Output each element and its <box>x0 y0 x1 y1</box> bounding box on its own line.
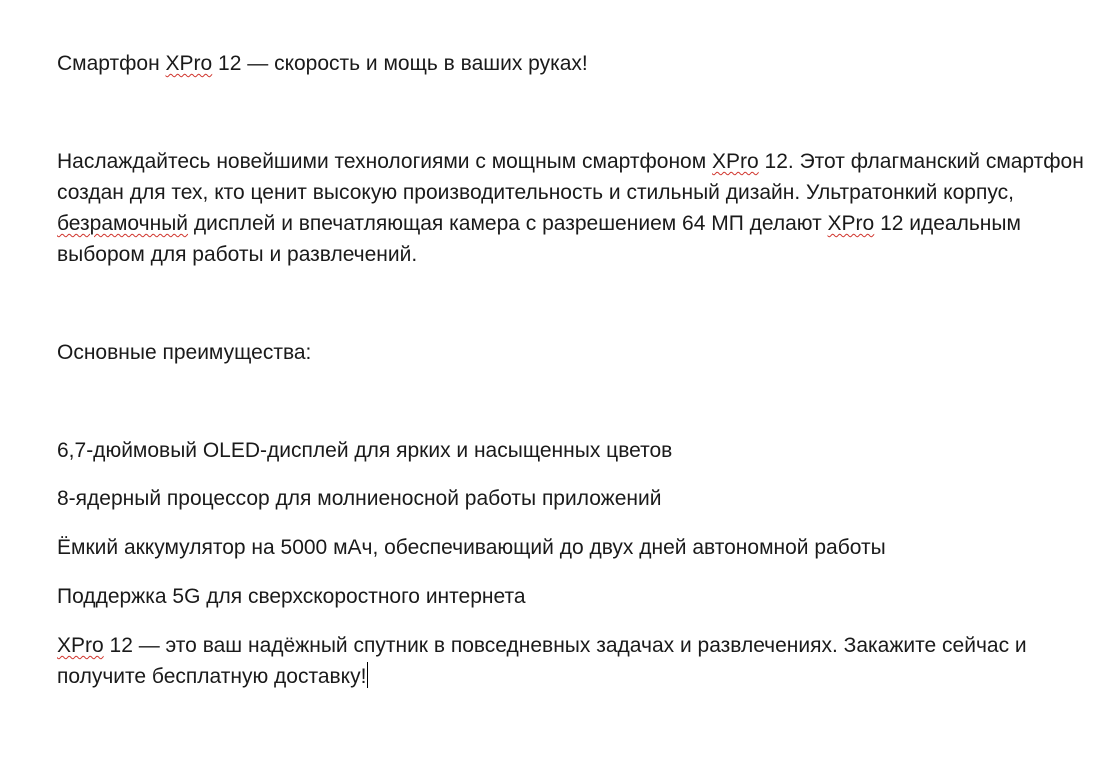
benefit-item: Ёмкий аккумулятор на 5000 мАч, обеспечивающий до двух дней автономной работы <box>57 536 886 559</box>
benefits-heading: Основные преимущества: <box>57 341 312 364</box>
spellcheck-flagged-word[interactable]: XPro <box>57 634 104 657</box>
benefit-item: Поддержка 5G для сверхскоростного интернета <box>57 585 526 608</box>
benefit-item: 8-ядерный процессор для молниеносной работы приложений <box>57 487 662 510</box>
benefit-item: 6,7-дюймовый OLED-дисплей для ярких и насыщенных цветов <box>57 439 673 462</box>
intro-paragraph <box>57 146 1102 270</box>
title-text-start: Смартфон <box>57 52 166 75</box>
document-title <box>57 48 1102 79</box>
spellcheck-flagged-word[interactable]: безрамочный <box>57 212 189 235</box>
spellcheck-flagged-word[interactable]: XPro <box>827 212 875 235</box>
closing-text: 12 — это ваш надёжный спутник в повседневных задачах и развлечениях. Закажите сейчас и получите бесплатную доставку! <box>57 634 1027 688</box>
intro-text: дисплей и впечатляющая камера с разрешением 64 МП делают <box>188 212 828 235</box>
text-cursor <box>367 662 368 688</box>
intro-text: 12. Этот флагманский смартфон создан для тех, кто ценит высокую производительность и стильный дизайн. Ультратонкий корпус, <box>57 150 1084 204</box>
spellcheck-flagged-word[interactable]: XPro <box>712 150 759 173</box>
closing-paragraph <box>57 630 1102 692</box>
intro-text: Наслаждайтесь новейшими технологиями с мощным смартфоном <box>57 150 713 173</box>
spellcheck-flagged-word[interactable]: XPro <box>165 52 213 75</box>
title-text-end: 12 — скорость и мощь в ваших руках! <box>212 52 588 75</box>
intro-text: 12 идеальным выбором для работы и развлечений. <box>57 212 1021 266</box>
